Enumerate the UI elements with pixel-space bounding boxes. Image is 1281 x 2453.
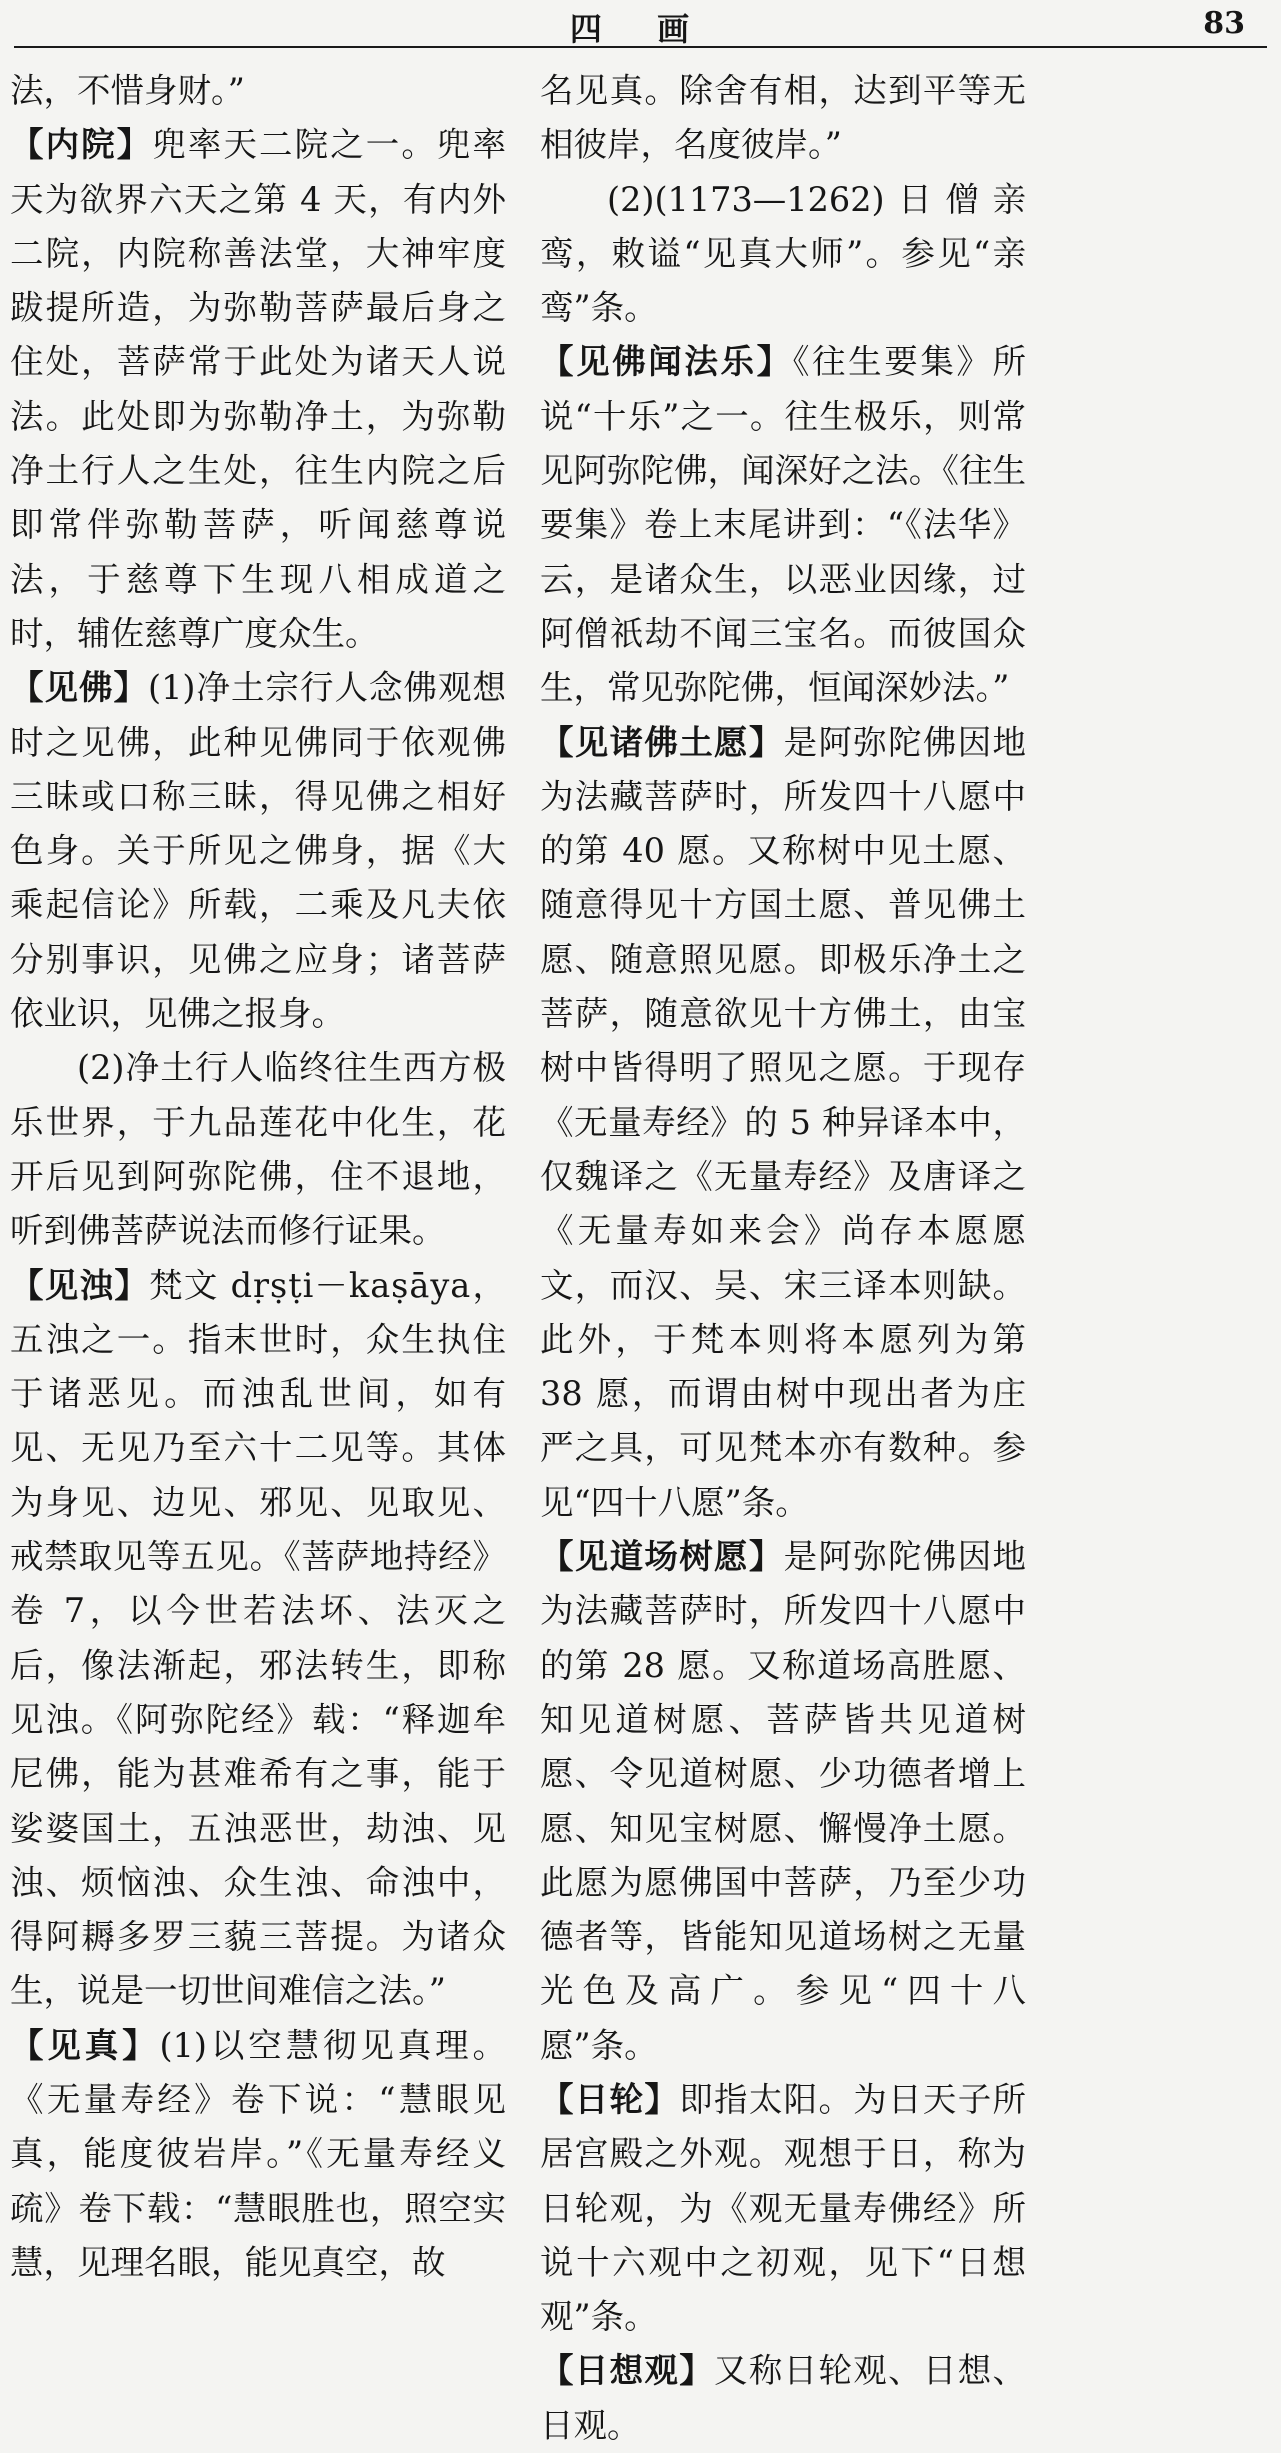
section-title: 四 画 — [569, 10, 712, 48]
entry-rixiangguan — [540, 2344, 1026, 2453]
entry-text: 即指太阳。为日天子所居宫殿之外观。观想于日，称为日轮观，为《观无量寿佛经》所说十六观中之初观，见下“日想观”条。 — [540, 2079, 1027, 2337]
entry-jianzhufotu-yuan — [540, 716, 1026, 1530]
sanskrit-prefix: 梵文 — [149, 1265, 231, 1305]
entry-paragraph: (2)(1173—1262)日僧亲鸾，敕谥“见真大师”。参见“亲鸾”条。 — [540, 179, 1026, 328]
entry-jianfo-wenfale — [540, 335, 1026, 715]
continuation-text: 法，不惜身财。” — [10, 71, 245, 110]
entry-term: 【见道场树愿】 — [540, 1537, 784, 1577]
entry-text: 是阿弥陀佛因地为法藏菩萨时，所发四十八愿中的第 40 愿。又称树中见土愿、随意得见十方国土愿、普见佛土愿、随意照见愿。即极乐净土之菩萨，随意欲见十方佛土，由宝树中皆得明了照见之愿。于现存《无量寿经》的 5 种异译本中，仅魏译之《无量寿经》及唐译之《无量寿如来会》尚存本愿愿文，而汉、吴、宋三译本则缺。此外，于梵本则将本愿列为第 38 愿，而谓由树中现出者为庄严之具，可见梵本亦有数种。参见“四十八愿”条。 — [540, 722, 1027, 1522]
entry-text: 是阿弥陀佛因地为法藏菩萨时，所发四十八愿中的第 28 愿。又称道场高胜愿、知见道树愿、菩萨皆共见道树愿、令见道树愿、少功德者增上愿、知见宝树愿、懈慢净土愿。此愿为愿佛国中菩萨，乃至少功德者等，皆能知见道场树之无量光色及高广。参见“四十八愿”条。 — [540, 1537, 1027, 2065]
entry-term: 【见佛】 — [10, 668, 149, 708]
left-column — [10, 64, 506, 2290]
entry-text: (1)以空慧彻见真理。《无量寿经》卷下说：“慧眼见真，能度彼岩岸。”《无量寿经义疏》卷下载：“慧眼胜也，照空实慧，见理名眼，能见真空，故 — [10, 2025, 506, 2282]
entry-term: 【日轮】 — [540, 2079, 680, 2119]
entry-term: 【见真】 — [10, 2025, 160, 2065]
entry-term: 【内院】 — [10, 125, 153, 165]
entry-term: 【日想观】 — [540, 2351, 715, 2391]
entry-text: ，五浊之一。指末世时，众生执住于诸恶见。而浊乱世间，如有见、无见乃至六十二见等。其体为身见、边见、邪见、见取见、戒禁取见等五见。《菩萨地持经》卷 7，以今世若法坏、法灭之后，像法渐起，邪法转生，即称见浊。《阿弥陀经》载：“释迦牟尼佛，能为甚难希有之事，能于娑婆国土，五浊恶世，劫浊、见浊、烦恼浊、众生浊、命浊中，得阿耨多罗三藐三菩提。为诸众生，说是一切世间难信之法。” — [10, 1265, 507, 2011]
page-header — [14, 0, 1267, 48]
page-number: 83 — [1203, 6, 1245, 41]
continuation-text: 名见真。除舍有相，达到平等无相彼岸，名度彼岸。” — [540, 71, 1026, 165]
entry-term: 【见佛闻法乐】 — [540, 342, 793, 382]
entry-term: 【见诸佛土愿】 — [540, 722, 784, 762]
entry-jianzhuo — [10, 1259, 506, 2019]
entry-text: 《往生要集》所说“十乐”之一。往生极乐，则常见阿弥陀佛，闻深好之法。《往生要集》卷上末尾讲到：“《法华》云，是诸众生，以恶业因缘，过阿僧祇劫不闻三宝名。而彼国众生，常见弥陀佛，恒闻深妙法。” — [540, 342, 1027, 708]
sanskrit-term: dṛṣṭi－kaṣāya — [230, 1265, 472, 1305]
entry-paragraph: (2)净土行人临终往生西方极乐世界，于九品莲花中化生，花开后见到阿弥陀佛，住不退地，听到佛菩萨说法而修行证果。 — [10, 1048, 506, 1251]
entry-jiandaochangshu-yuan — [540, 1530, 1026, 2073]
entry-jianzhen — [10, 2019, 506, 2290]
entry-text: 又称日轮观、日想、日观。 — [540, 2351, 1027, 2445]
right-column — [540, 64, 1026, 2453]
entry-text: 兜率天二院之一。兜率天为欲界六天之第 4 天，有内外二院，内院称善法堂，大神牢度跋提所造，为弥勒菩萨最后身之住处，菩萨常于此处为诸天人说法。此处即为弥勒净土，为弥勒净土行人之生处，往生内院之后即常伴弥勒菩萨，听闻慈尊说法，于慈尊下生现八相成道之时，辅佐慈尊广度众生。 — [10, 125, 507, 653]
entry-term: 【见浊】 — [10, 1265, 150, 1305]
entry-text: (1)净土宗行人念佛观想时之见佛，此种见佛同于依观佛三昧或口称三昧，得见佛之相好色身。关于所见之佛身，据《大乘起信论》所载，二乘及凡夫依分别事识，见佛之应身；诸菩萨依业识，见佛之报身。 — [10, 668, 507, 1034]
entry-jianfo — [10, 661, 506, 1041]
entry-neiyuan — [10, 118, 506, 661]
entry-rilun — [540, 2073, 1026, 2344]
